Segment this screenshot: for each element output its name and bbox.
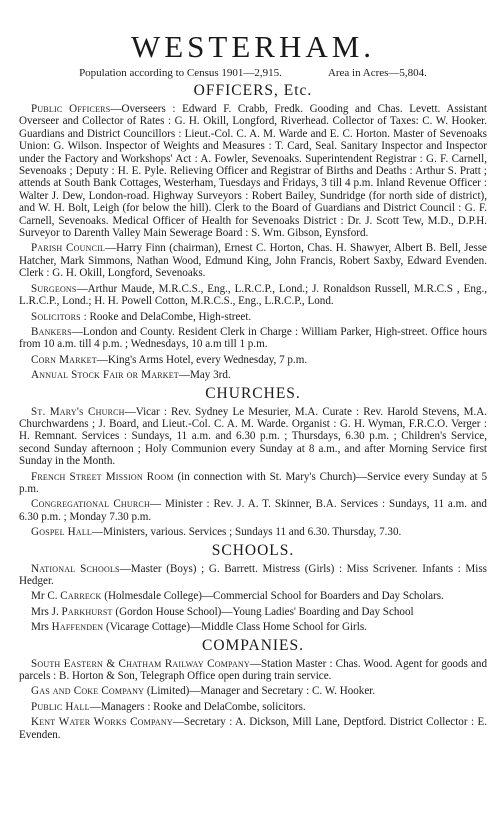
congregational-entry bbox=[19, 498, 487, 523]
gospel-hall-entry bbox=[19, 526, 487, 538]
entry-lead: Gas and Coke Company bbox=[31, 685, 145, 698]
parish-council-entry bbox=[19, 242, 487, 279]
entry-lead: Parish Council bbox=[31, 242, 106, 255]
entry-lead: Public Hall bbox=[31, 700, 90, 713]
entry-text: —Master (Boys) ; G. Barrett. Mistress (Girls) : Miss Scrivener. Infants : Miss Hedger. bbox=[19, 562, 487, 587]
entry-text: : Rooke and DelaCombe, High-street. bbox=[80, 310, 252, 323]
population-text: Population according to Census 1901—2,915. bbox=[79, 67, 282, 79]
water-works-entry bbox=[19, 716, 487, 741]
haffenden-entry bbox=[19, 621, 487, 633]
corn-market-entry bbox=[19, 354, 487, 366]
entry-text: —Overseers : Edward F. Crabb, Fredk. Gooding and Chas. Levett. Assistant Overseer and Collector of Rates : G. H. Okill, Longford, Riverhead. Collector of Taxes: C. W. Hooker. Guardians and District Councillors : Lieut.-Col. C. A. M. Warde and E. C. Horton. Master of Sevenoaks Union: G. Wilson. Inspector of Weights and Measures : T. Card, Seal. Sanitary Inspector and Inspector under the Factory and Workshops' Act : A. Fowler, Sevenoaks. Superintendent Registrar : G. F. Carnell, Sevenoaks ; Deputy : H. E. Pyle. Relieving Officer and Registrar of Births and Deaths : Arthur S. Pratt ; attends at South Bank Cottages, Westerham, Tuesdays and Fridays, 3 till 4 p.m. Inland Revenue Officer : Walter J. Dew, London-road. Highway Surveyors : Robert Bailey, Sundridge (for north side of district), and W. H. Bolt, Leigh (for below the hill). Clerk to the Board of Guardians and District Council : G. F. Carnell, Sevenoaks. Medical Officer of Health for Sevenoaks District : Dr. J. Scott Tew, M.D., D.P.H. Surveyor to Darenth Valley Main Sewerage Board : S. Wm. Gibson, Eynsford. bbox=[19, 103, 487, 240]
entry-lead: French Street Mission Room bbox=[31, 470, 174, 483]
entry-text: —May 3rd. bbox=[178, 369, 231, 382]
entry-text: —King's Arms Hotel, every Wednesday, 7 p.m. bbox=[96, 353, 308, 366]
entry-lead: Parkhurst bbox=[61, 605, 113, 618]
public-hall-entry bbox=[19, 701, 487, 713]
entry-lead: Corn Market bbox=[31, 353, 97, 366]
entry-lead: Congregational Church bbox=[31, 498, 150, 511]
solicitors-entry bbox=[19, 311, 487, 323]
entry-text: —Arthur Maude, M.R.C.S., Eng., L.R.C.P., Lond.; J. Ronaldson Russell, M.R.C.S , Eng., L.R.C.P., Lond.; H. H. Powell Cotton, M.R.C.S., Eng., L.R.C.P., Lond. bbox=[19, 282, 487, 308]
gas-entry bbox=[19, 685, 487, 697]
entry-text: —Ministers, various. Services ; Sundays 11 and 6.30. Thursday, 7.30. bbox=[92, 526, 402, 539]
entry-lead: Gospel Hall bbox=[31, 526, 92, 539]
entry-prefix: Mrs bbox=[31, 621, 52, 634]
entry-text: (Holmesdale College)—Commercial School for Boarders and Day Scholars. bbox=[101, 590, 444, 603]
companies-heading: COMPANIES. bbox=[201, 636, 305, 654]
entry-lead: St. Mary's Church bbox=[31, 405, 125, 418]
entry-text: (Vicarage Cottage)—Middle Class Home School for Girls. bbox=[103, 621, 367, 634]
entry-text: —Secretary : A. Dickson, Mill Lane, Deptford. District Collector : E. Evenden. bbox=[19, 716, 488, 741]
entry-lead: Carreck bbox=[60, 590, 102, 603]
area-text: Area in Acres—5,804. bbox=[327, 67, 427, 79]
entry-lead: Haffenden bbox=[51, 621, 104, 634]
railway-entry bbox=[19, 658, 487, 683]
entry-lead: Solicitors bbox=[31, 310, 81, 323]
entry-prefix: Mrs J. bbox=[31, 605, 62, 618]
population-line bbox=[19, 67, 487, 80]
churches-heading: CHURCHES. bbox=[205, 384, 301, 402]
officers-heading: OFFICERS, Etc. bbox=[193, 82, 313, 99]
entry-text: —London and County. Resident Clerk in Charge : William Parker, High-street. Office hours from 10 a.m. till 4 p.m. ; Wednesdays, 10 a.m till 1 p.m. bbox=[19, 325, 487, 351]
entry-lead: Public Officers bbox=[31, 103, 111, 115]
entry-text: —Vicar : Rev. Sydney Le Mesurier, M.A. Curate : Rev. Harold Stevens, M.A. Churchwardens ; J. Board, and Lieut.-Col. C. A. M. Warde. Organist : G. H. Wyman, F.R.C.O. Verger : H. Remnant. Services : Sundays, 11 a.m. and 6.30 p.m. ; Thursdays, 6.30 p.m. ; Children's Service, second Sunday afternoon ; Holy Communion every Sunday at 8 a.m., and after Morning Service first Sunday in the Month. bbox=[19, 405, 487, 468]
stock-fair-entry bbox=[19, 369, 487, 381]
entry-text: —Harry Finn (chairman), Ernest C. Horton, Chas. H. Shawyer, Albert B. Bell, Jesse Hatcher, Mark Simmons, Nathan Wood, Edmund King, John Francis, Robert Saxby, Edward Evenden. Clerk : G. H. Okill, Longford, Sevenoaks. bbox=[19, 242, 487, 280]
entry-prefix: Mr C. bbox=[31, 590, 61, 603]
entry-text: — Minister : Rev. J. A. T. Skinner, B.A. Services : Sundays, 11 a.m. and 6.30 p.m. ; Monday 7.30 p.m. bbox=[19, 498, 487, 523]
entry-lead: National Schools bbox=[31, 562, 120, 575]
bankers-entry bbox=[19, 326, 487, 351]
carreck-entry bbox=[19, 590, 487, 602]
national-schools-entry bbox=[19, 563, 487, 588]
st-marys-entry bbox=[19, 406, 487, 468]
entry-lead: Bankers bbox=[31, 325, 72, 338]
page-title: WESTERHAM. bbox=[130, 29, 376, 64]
entry-text: (Limited)—Manager and Secretary : C. W. Hooker. bbox=[144, 685, 376, 698]
entry-lead: Surgeons bbox=[31, 282, 77, 295]
entry-text: —Managers : Rooke and DelaCombe, solicitors. bbox=[89, 700, 306, 713]
entry-text: (in connection with St. Mary's Church)—Service every Sunday at 5 p.m. bbox=[19, 470, 487, 495]
entry-text: (Gordon House School)—Young Ladies' Boarding and Day School bbox=[112, 605, 414, 618]
entry-text: —Station Master : Chas. Wood. Agent for goods and parcels : B. Horton & Son, Telegraph Office open during train service. bbox=[19, 657, 487, 683]
entry-lead: Kent Water Works Company bbox=[31, 716, 173, 729]
schools-heading: SCHOOLS. bbox=[211, 541, 295, 559]
parkhurst-entry bbox=[19, 606, 487, 618]
public-officers-entry bbox=[19, 103, 487, 239]
french-street-entry bbox=[19, 471, 487, 496]
entry-lead: South Eastern & Chatham Railway Company bbox=[31, 657, 250, 670]
surgeons-entry bbox=[19, 283, 487, 308]
entry-lead: Annual Stock Fair or Market bbox=[31, 369, 179, 382]
